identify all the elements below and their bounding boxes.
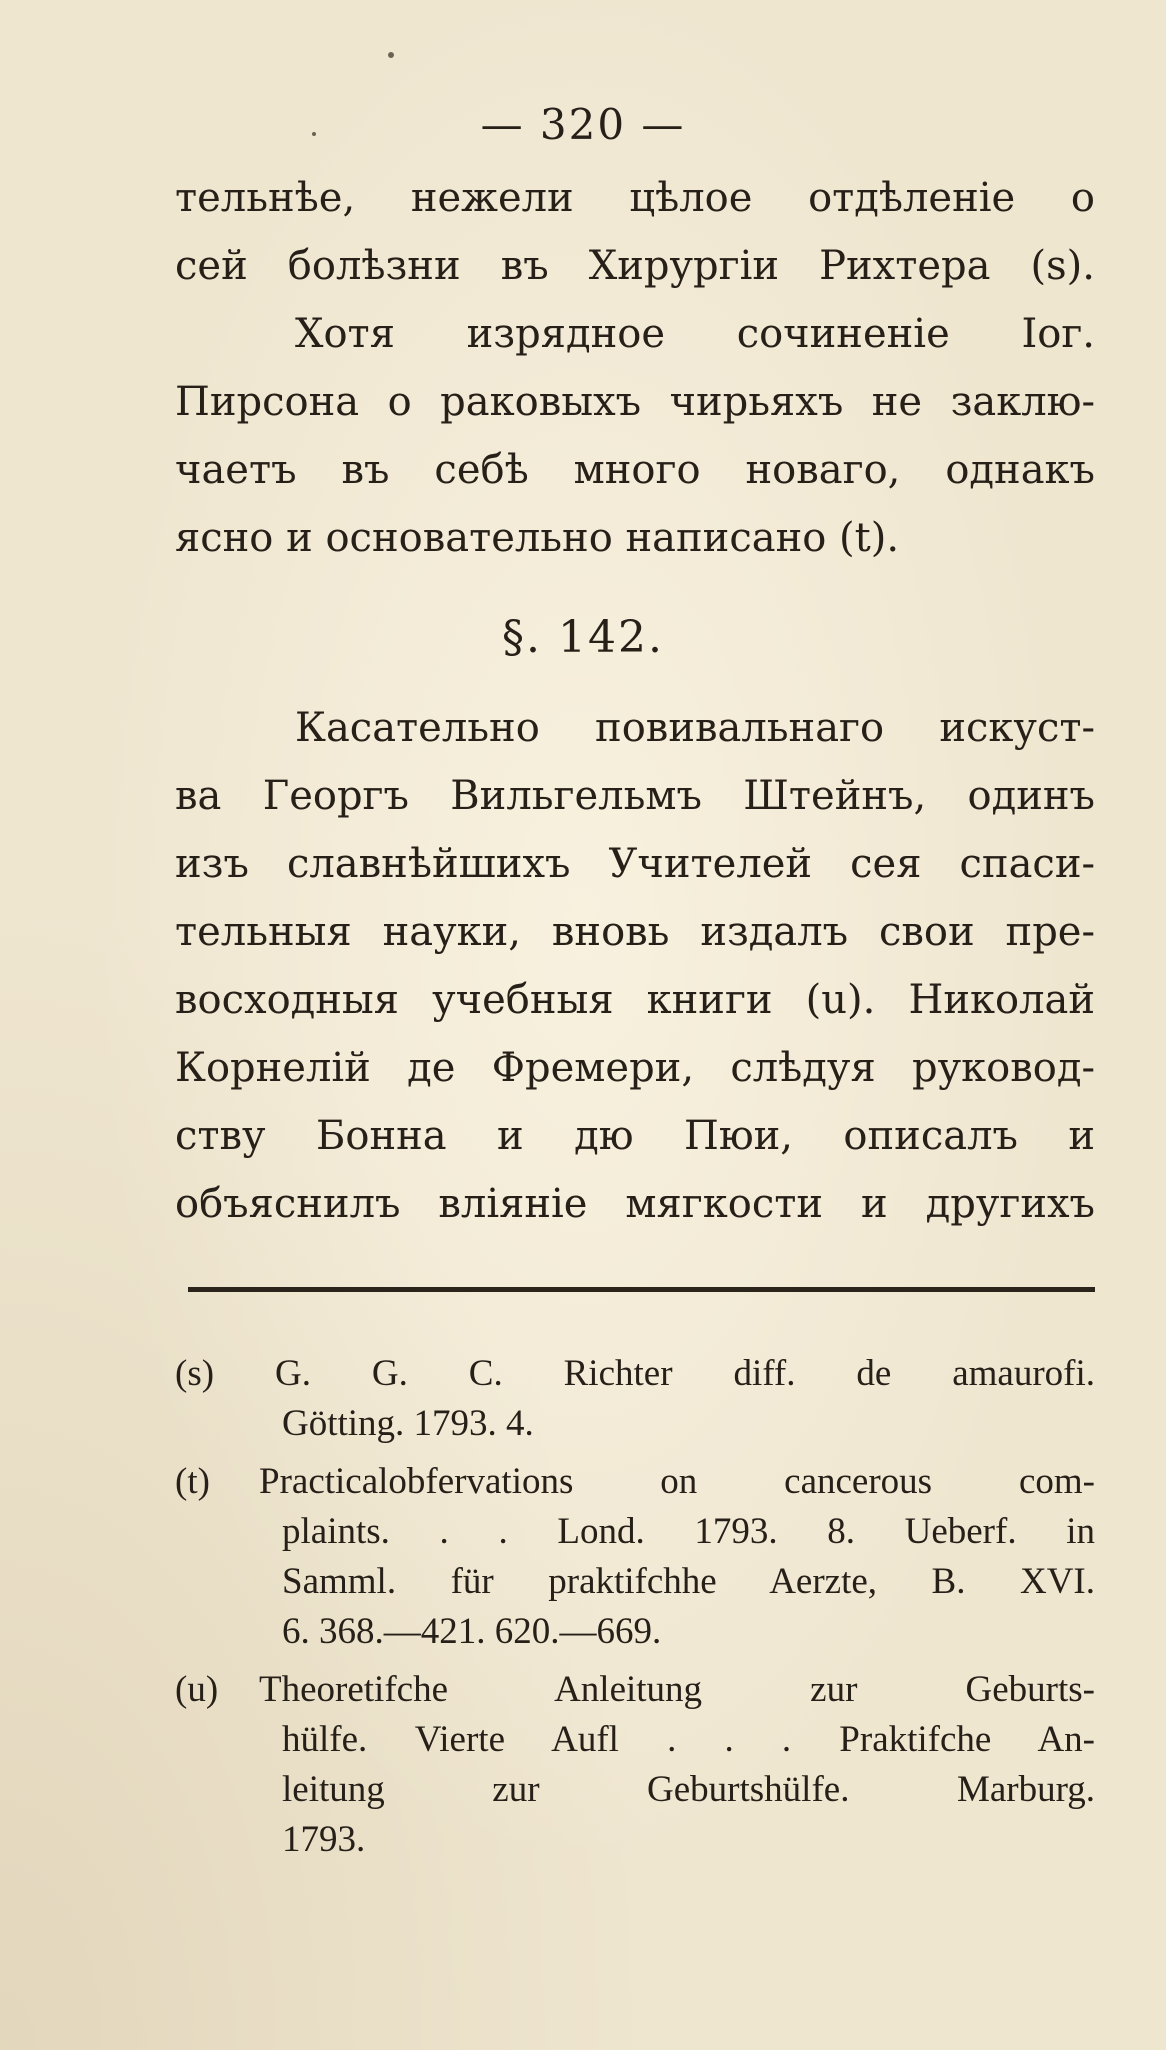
body-line: чаетъ въ себѣ много новаго, однакъ [175, 447, 1095, 493]
body-line: Пирсона о раковыхъ чирьяхъ не заклю- [175, 379, 1095, 425]
footnote-t-line: 6. 368.—421. 620.—669. [282, 1611, 662, 1652]
body-line: изъ славнѣйшихъ Учителей сея спаси- [175, 841, 1095, 887]
body-line: ясно и основательно написано (t). [175, 515, 900, 561]
footnote-mark: (u) [175, 1669, 219, 1710]
footnote-u-line: 1793. [282, 1819, 366, 1860]
body-line: ству Бонна и дю Пюи, описалъ и [175, 1113, 1095, 1159]
footnote-u-line [175, 1666, 1095, 1714]
body-line: объяснилъ вліяніе мягкости и другихъ [175, 1181, 1095, 1227]
footnote-mark: (s) [175, 1353, 215, 1394]
footnote-s-line [175, 1350, 1095, 1398]
body-line: тельнѣе, нежели цѣлое отдѣленіе о [175, 175, 1095, 221]
footnote-t-line: plaints. . . Lond. 1793. 8. Ueberf. in [282, 1511, 1095, 1552]
footnote-divider [188, 1287, 1095, 1292]
body-line: Касательно повивальнаго искуст- [295, 705, 1095, 751]
footnote-u-line: leitung zur Geburtshülfe. Marburg. [282, 1769, 1095, 1810]
body-line: ва Георгъ Вильгельмъ Штейнъ, одинъ [175, 773, 1095, 819]
body-line: тельныя науки, вновь издалъ свои пре- [175, 909, 1095, 955]
footnote-t-line: Samml. für praktifchhe Aerzte, B. XVI. [282, 1561, 1095, 1602]
body-line: сей болѣзни въ Хирургіи Рихтера (s). [175, 243, 1095, 289]
body-line: Корнелій де Фремери, слѣдуя руковод- [175, 1045, 1095, 1091]
page-number-header: — 320 — [480, 100, 686, 149]
ink-speck [388, 52, 394, 58]
footnote-u-line: hülfe. Vierte Aufl . . . Praktifche An- [282, 1719, 1095, 1760]
section-heading: §. 142. [502, 612, 664, 663]
footnote-t-line [175, 1458, 1095, 1506]
body-line: Хотя изрядное сочиненіе Іог. [295, 311, 1095, 357]
footnote-s-line: Götting. 1793. 4. [282, 1403, 534, 1444]
footnote-text: Theoretifche Anleitung zur Geburts- [259, 1669, 1095, 1710]
footnote-text: Practicalobfervations on cancerous com- [259, 1461, 1095, 1502]
footnote-text: G. G. C. Richter diff. de amaurofi. [275, 1353, 1095, 1394]
body-line: восходныя учебныя книги (u). Николай [175, 977, 1095, 1023]
footnote-mark: (t) [175, 1461, 210, 1502]
